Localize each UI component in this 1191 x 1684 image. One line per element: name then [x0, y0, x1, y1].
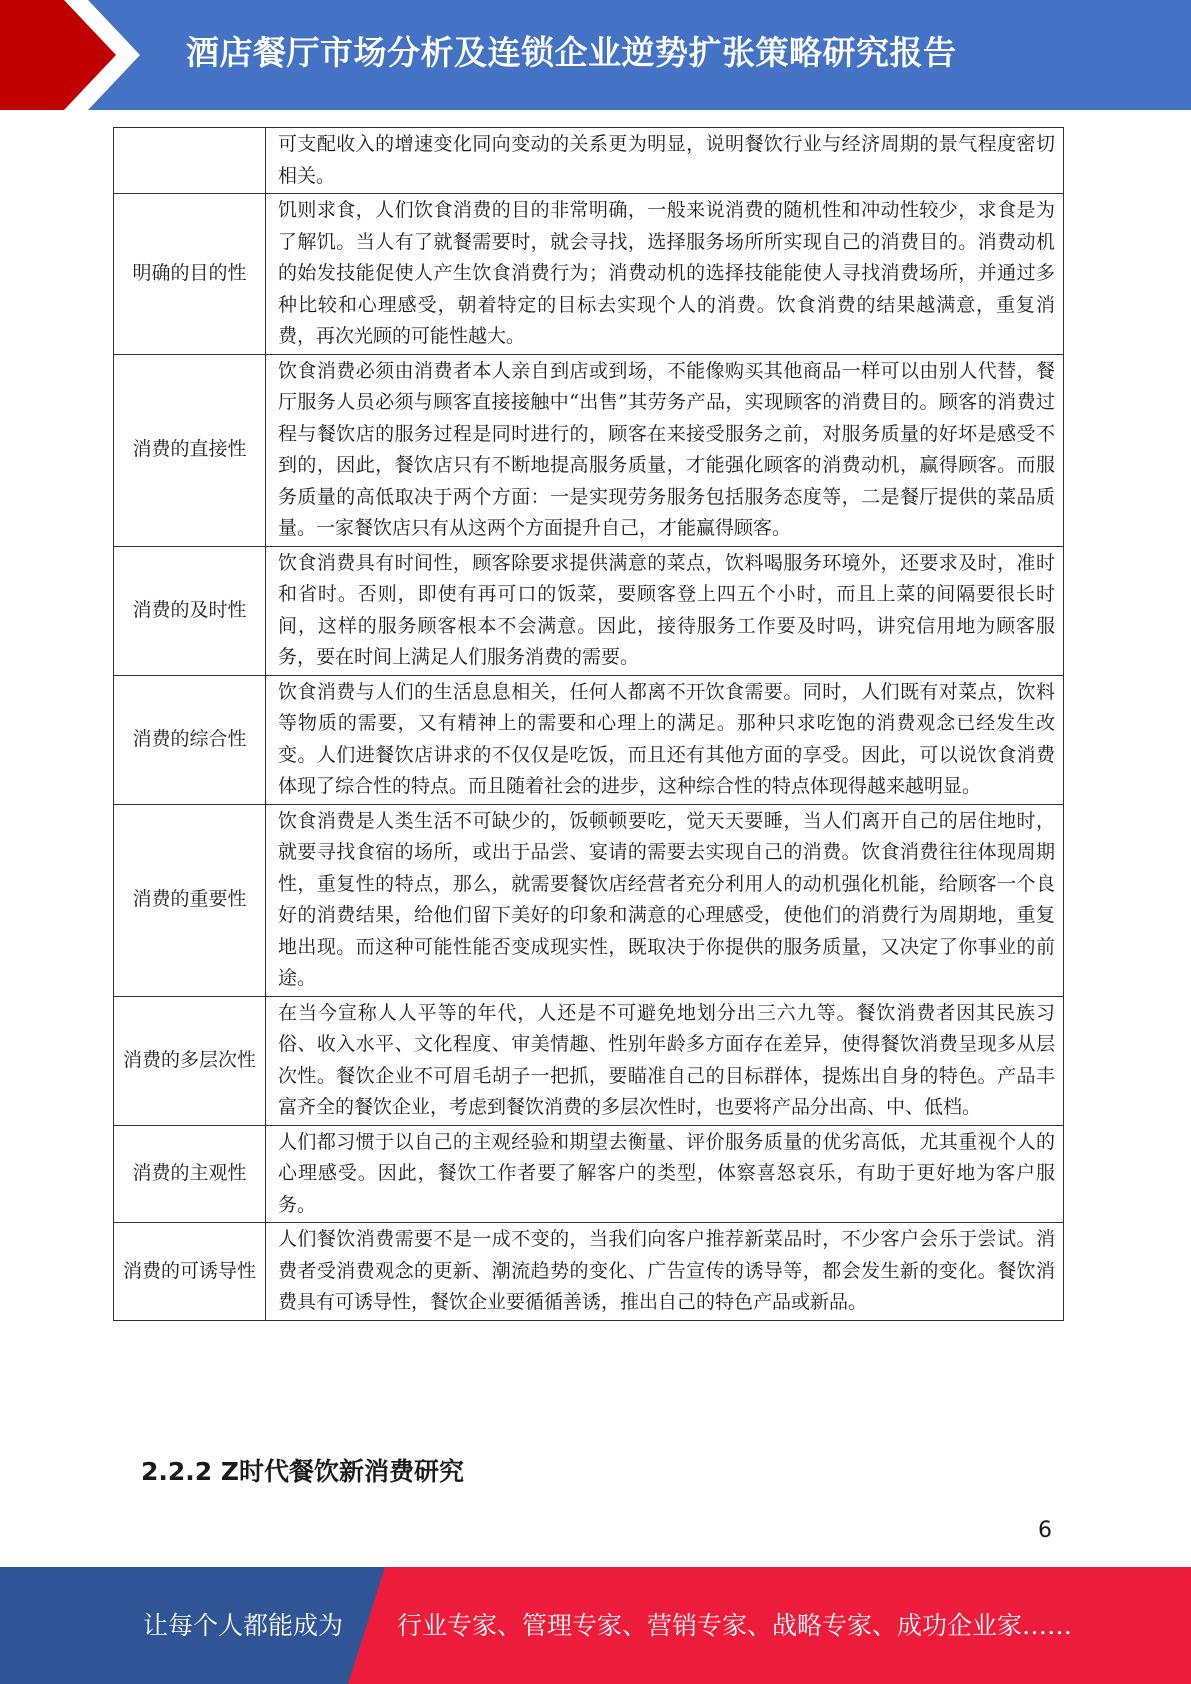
section-heading: 2.2.2 Z时代餐饮新消费研究	[141, 1457, 465, 1486]
page-header-banner	[0, 0, 1191, 110]
row-content: 饮食消费必须由消费者本人亲自到店或到场，不能像购买其他商品一样可以由别人代替，餐厅服务人员必须与顾客直接接触中“出售”其劳务产品，实现顾客的消费目的。顾客的消费过程与餐饮店的服务过程是同时进行的，顾客在来接受服务之前，对服务质量的好坏是感受不到的，因此，餐饮店只有不断地提高服务质量，才能强化顾客的消费动机，赢得顾客。而服务质量的高低取决于两个方面：一是实现劳务服务包括服务态度等，二是餐厅提供的菜品质量。一家餐饮店只有从这两个方面提升自己，才能赢得顾客。	[266, 354, 1064, 546]
header-arrow-decoration	[0, 0, 140, 110]
row-content: 人们都习惯于以自己的主观经验和期望去衡量、评价服务质量的优劣高低，尤其重视个人的心理感受。因此，餐饮工作者要了解客户的类型，体察喜怒哀乐，有助于更好地为客户服务。	[266, 1125, 1064, 1223]
table-row	[114, 675, 1064, 804]
row-label: 消费的及时性	[114, 546, 266, 675]
row-label: 消费的综合性	[114, 675, 266, 804]
footer-slogan-right: 行业专家、管理专家、营销专家、战略专家、成功企业家……	[397, 1611, 1073, 1640]
table-row	[114, 194, 1064, 355]
row-label: 消费的直接性	[114, 354, 266, 546]
row-content: 饮食消费是人类生活不可缺少的，饭顿顿要吃，觉天天要睡，当人们离开自己的居住地时，就要寻找食宿的场所，或出于品尝、宴请的需要去实现自己的消费。饮食消费往往体现周期性，重复性的特点，那么，就需要餐饮店经营者充分利用人的动机强化机能，给顾客一个良好的消费结果，给他们留下美好的印象和满意的心理感受，使他们的消费行为周期地，重复地出现。而这种可能性能否变成现实性，既取决于你提供的服务质量，又决定了你事业的前途。	[266, 804, 1064, 996]
row-content: 在当今宣称人人平等的年代，人还是不可避免地划分出三六九等。餐饮消费者因其民族习俗、收入水平、文化程度、审美情趣、性别年龄多方面存在差异，使得餐饮消费呈现多从层次性。餐饮企业不可眉毛胡子一把抓，要瞄准自己的目标群体，提炼出自身的特色。产品丰富齐全的餐饮企业，考虑到餐饮消费的多层次性时，也要将产品分出高、中、低档。	[266, 996, 1064, 1125]
page-footer-banner	[0, 1567, 1191, 1684]
table-row	[114, 1125, 1064, 1223]
row-label: 明确的目的性	[114, 194, 266, 355]
row-label	[114, 128, 266, 194]
row-label: 消费的多层次性	[114, 996, 266, 1125]
consumption-characteristics-table	[113, 127, 1064, 1321]
page-number: 6	[1038, 1518, 1052, 1543]
row-label: 消费的可诱导性	[114, 1223, 266, 1321]
table-row	[114, 546, 1064, 675]
footer-slogan-left: 让每个人都能成为	[143, 1611, 344, 1640]
row-content: 人们餐饮消费需要不是一成不变的，当我们向客户推荐新菜品时，不少客户会乐于尝试。消费者受消费观念的更新、潮流趋势的变化、广告宣传的诱导等，都会发生新的变化。餐饮消费具有可诱导性，餐饮企业要循循善诱，推出自己的特色产品或新品。	[266, 1223, 1064, 1321]
table-row	[114, 354, 1064, 546]
table-row	[114, 128, 1064, 194]
row-label: 消费的主观性	[114, 1125, 266, 1223]
row-label: 消费的重要性	[114, 804, 266, 996]
row-content: 饮食消费具有时间性，顾客除要求提供满意的菜点，饮料喝服务环境外，还要求及时，准时和省时。否则，即使有再可口的饭菜，要顾客登上四五个小时，而且上菜的间隔要很长时间，这样的服务顾客根本不会满意。因此，接待服务工作要及时吗，讲究信用地为顾客服务，要在时间上满足人们服务消费的需要。	[266, 546, 1064, 675]
table-row	[114, 996, 1064, 1125]
row-content: 可支配收入的增速变化同向变动的关系更为明显，说明餐饮行业与经济周期的景气程度密切相关。	[266, 128, 1064, 194]
report-title: 酒店餐厅市场分析及连锁企业逆势扩张策略研究报告	[186, 33, 957, 72]
row-content: 饮食消费与人们的生活息息相关，任何人都离不开饮食需要。同时，人们既有对菜点，饮料等物质的需要，又有精神上的需要和心理上的满足。那种只求吃饱的消费观念已经发生改变。人们进餐饮店讲求的不仅仅是吃饭，而且还有其他方面的享受。因此，可以说饮食消费体现了综合性的特点。而且随着社会的进步，这种综合性的特点体现得越来越明显。	[266, 675, 1064, 804]
table-row	[114, 1223, 1064, 1321]
table-row	[114, 804, 1064, 996]
row-content: 饥则求食，人们饮食消费的目的非常明确，一般来说消费的随机性和冲动性较少，求食是为了解饥。当人有了就餐需要时，就会寻找，选择服务场所所实现自己的消费目的。消费动机的始发技能促使人产生饮食消费行为；消费动机的选择技能能使人寻找消费场所，并通过多种比较和心理感受，朝着特定的目标去实现个人的消费。饮食消费的结果越满意，重复消费，再次光顾的可能性越大。	[266, 194, 1064, 355]
